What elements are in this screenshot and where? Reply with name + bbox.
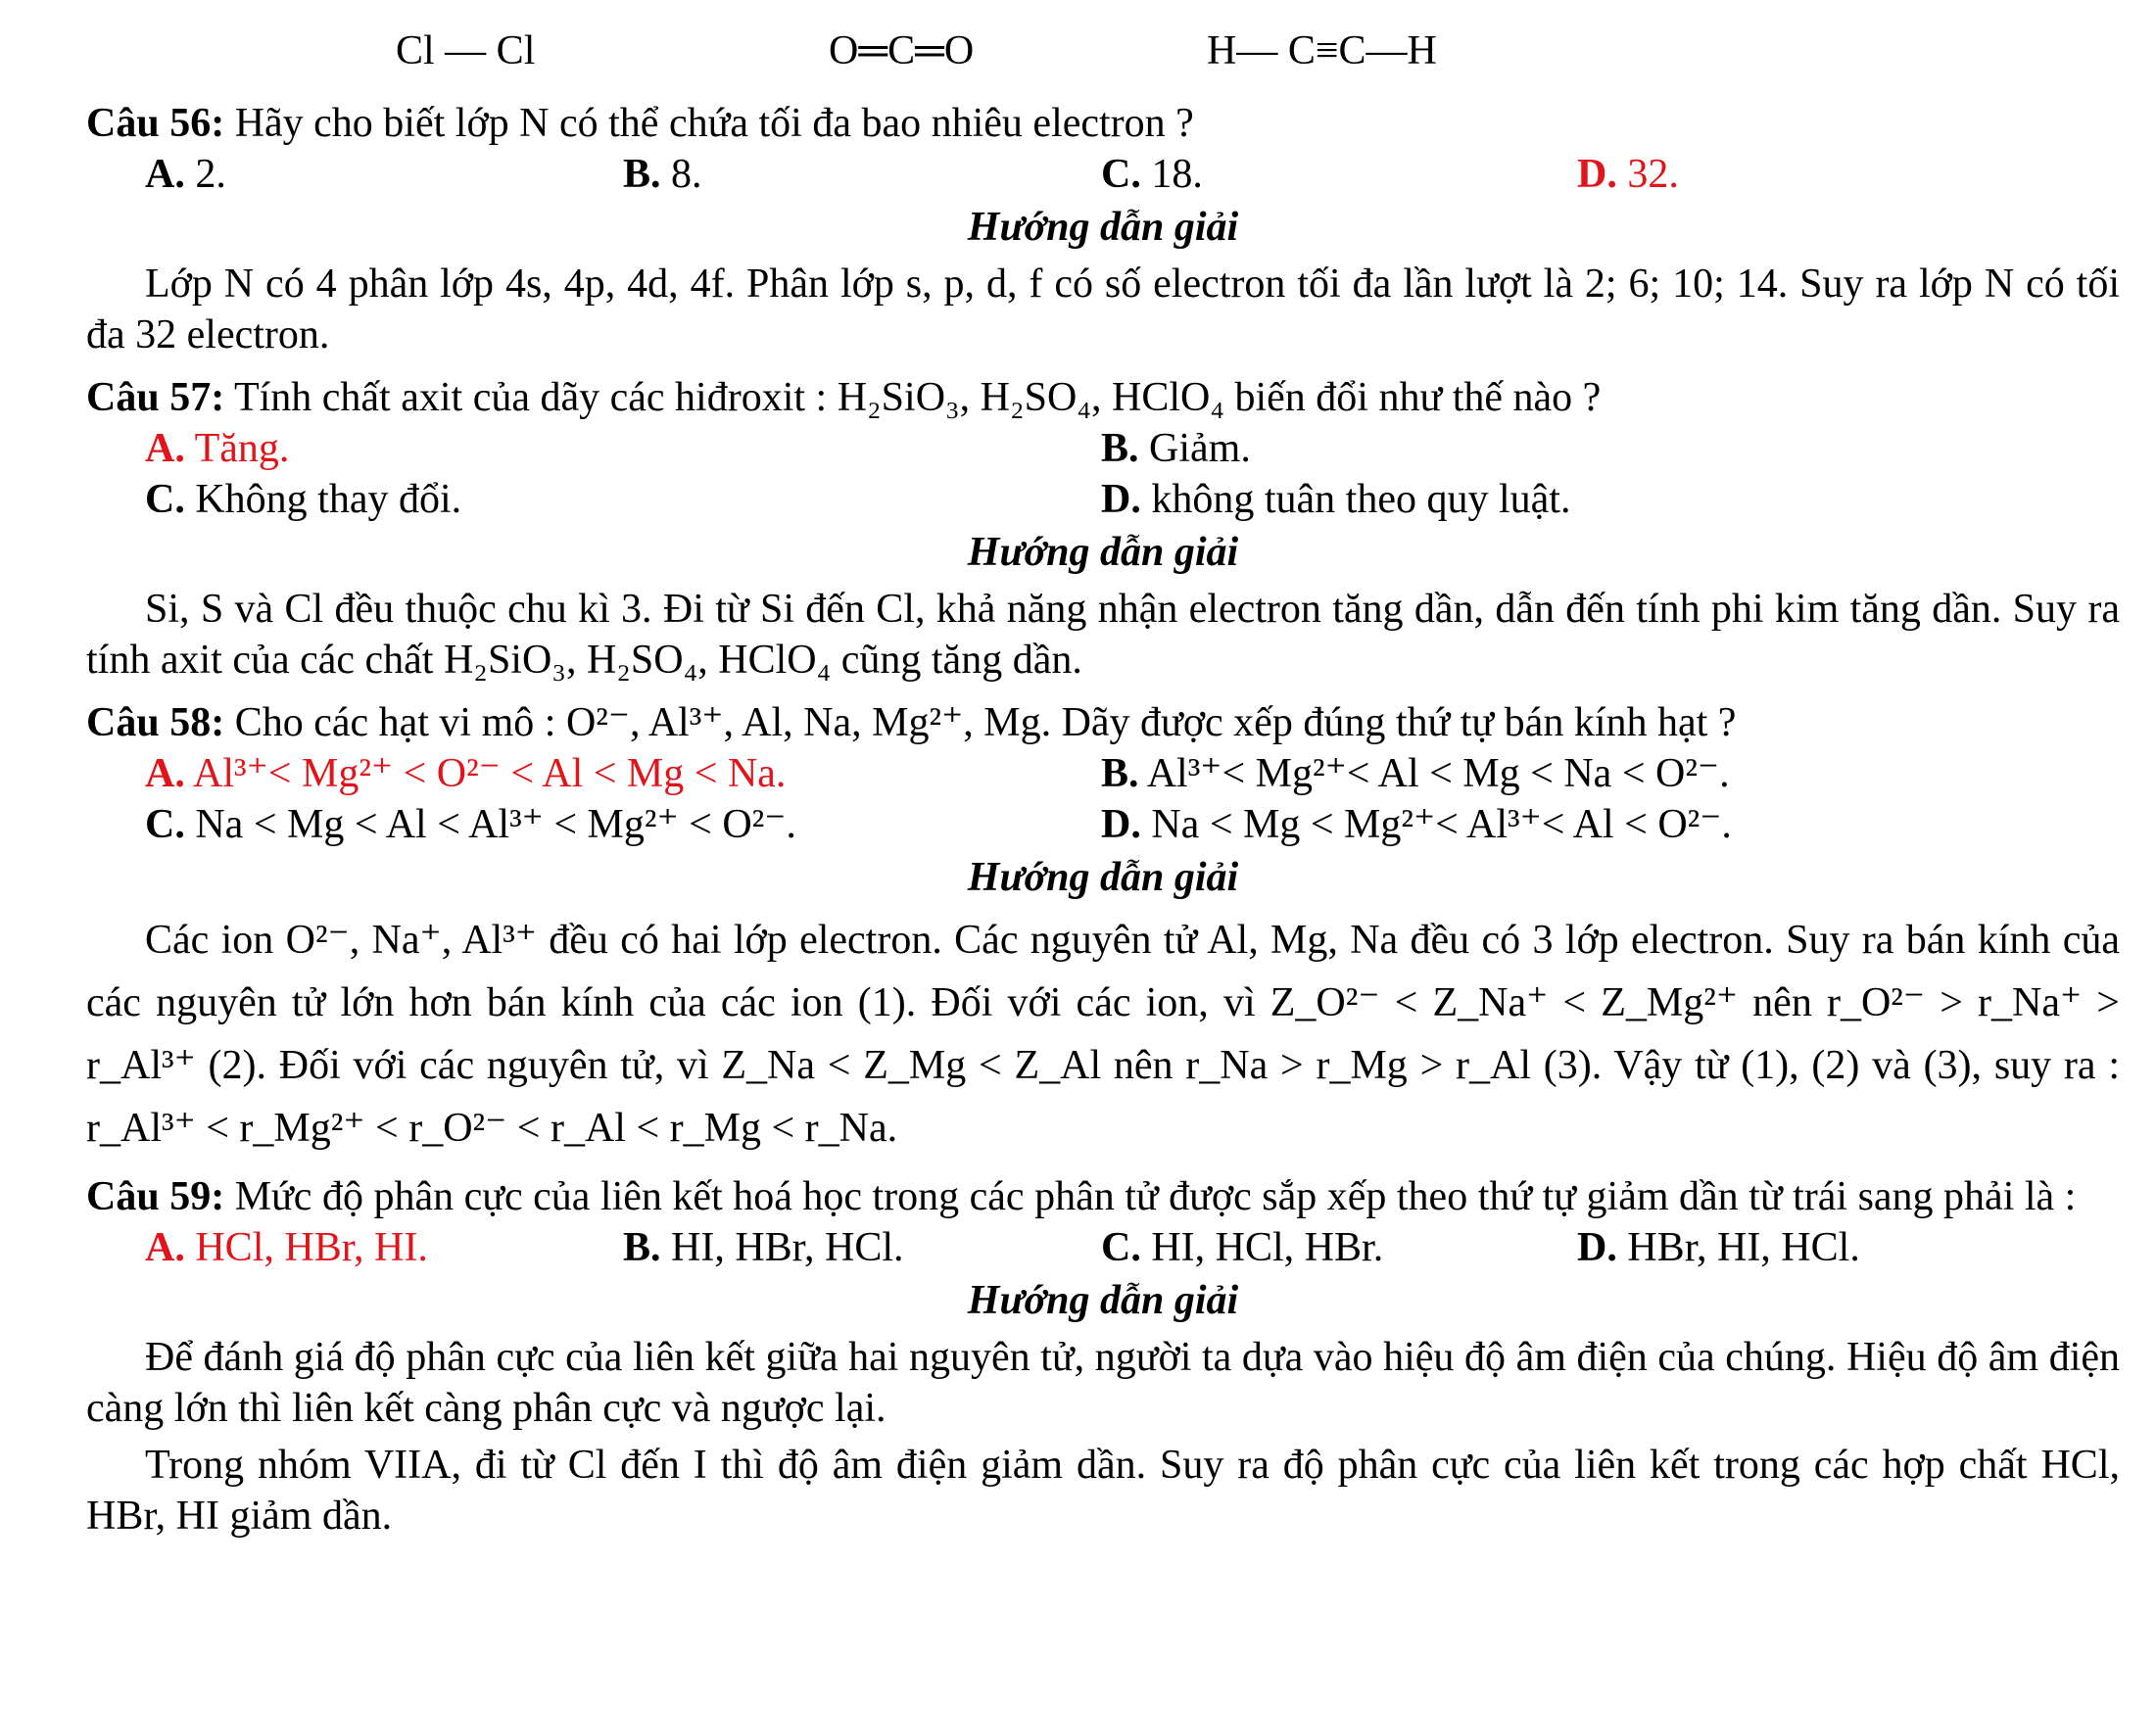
option-b[interactable]: B. Giảm.	[1101, 426, 1251, 471]
question-56	[86, 98, 2120, 360]
solution-text: Si, S và Cl đều thuộc chu kì 3. Đi từ Si đến Cl, khả năng nhận electron tăng dần, dẫn đến tính phi kim tăng dần. Suy ra tính axit của các chất H₂SiO₃, H₂SO₄, HClO₄ cũng tăng dần.	[86, 587, 2120, 683]
solution-text: Để đánh giá độ phân cực của liên kết giữa hai nguyên tử, người ta dựa vào hiệu độ âm điện của chúng. Hiệu độ âm điện càng lớn thì liên kết càng phân cực và ngược lại.	[86, 1335, 2120, 1431]
option-c[interactable]: C. HI, HCl, HBr.	[1101, 1225, 1384, 1270]
guide-title: Hướng dẫn giải	[967, 205, 1239, 250]
question-label: Câu 57:	[86, 375, 225, 420]
options	[86, 748, 2120, 799]
option-a[interactable]: A. 2.	[145, 152, 226, 197]
option-a[interactable]: A. HCl, HBr, HI.	[145, 1225, 428, 1270]
options	[86, 799, 2120, 850]
guide-title: Hướng dẫn giải	[967, 530, 1239, 575]
option-d[interactable]: D. Na < Mg < Mg²⁺< Al³⁺< Al < O²⁻.	[1101, 802, 1732, 847]
options	[86, 474, 2120, 525]
options	[86, 1222, 2120, 1273]
option-b[interactable]: B. Al³⁺< Mg²⁺< Al < Mg < Na < O²⁻.	[1101, 751, 1730, 796]
question-label: Câu 56:	[86, 101, 225, 146]
question-text: Mức độ phân cực của liên kết hoá học trong các phân tử được sắp xếp theo thứ tự giảm dần từ trái sang phải là :	[234, 1174, 2077, 1219]
question-text: Tính chất axit của dãy các hiđroxit : H₂SiO₃, H₂SO₄, HClO₄ biến đổi như thế nào ?	[233, 375, 1602, 420]
option-a[interactable]: A. Al³⁺< Mg²⁺ < O²⁻ < Al < Mg < Na.	[145, 751, 787, 796]
question-list	[86, 98, 2120, 1542]
solution-text: Các ion O²⁻, Na⁺, Al³⁺ đều có hai lớp electron. Các nguyên tử Al, Mg, Na đều có 3 lớp electron. Suy ra bán kính của các nguyên tử lớn hơn bán kính của các ion (1). Đối với các ion, vì Z_O²⁻ < Z_Na⁺ < Z_Mg²⁺ nên r_O²⁻ > r_Na⁺ > r_Al³⁺ (2). Đối với các nguyên tử, vì Z_Na < Z_Mg < Z_Al nên r_Na > r_Mg > r_Al (3). Vậy từ (1), (2) và (3), suy ra : r_Al³⁺ < r_Mg²⁺ < r_O²⁻ < r_Al < r_Mg < r_Na.	[86, 918, 2120, 1151]
formula-c2h2: H— C≡C—H	[1207, 28, 1437, 73]
question-label: Câu 58:	[86, 700, 225, 745]
solution-text: Lớp N có 4 phân lớp 4s, 4p, 4d, 4f. Phân lớp s, p, d, f có số electron tối đa lần lượt là 2; 6; 10; 14. Suy ra lớp N có tối đa 32 electron.	[86, 261, 2120, 357]
solution-text: Trong nhóm VIIA, đi từ Cl đến I thì độ âm điện giảm dần. Suy ra độ phân cực của liên kết trong các hợp chất HCl, HBr, HI giảm dần.	[86, 1443, 2120, 1539]
question-58	[86, 697, 2120, 1160]
formula-cl2: Cl — Cl	[396, 28, 536, 73]
option-d[interactable]: D. không tuân theo quy luật.	[1101, 477, 1571, 522]
options	[86, 423, 2120, 474]
question-text: Cho các hạt vi mô : O²⁻, Al³⁺, Al, Na, Mg²⁺, Mg. Dãy được xếp đúng thứ tự bán kính hạt ?	[234, 700, 1737, 745]
option-b[interactable]: B. HI, HBr, HCl.	[623, 1225, 904, 1270]
option-d[interactable]: D. HBr, HI, HCl.	[1577, 1225, 1860, 1270]
option-d[interactable]: D. 32.	[1577, 152, 1679, 197]
question-57	[86, 372, 2120, 686]
guide-title: Hướng dẫn giải	[967, 855, 1239, 900]
question-label: Câu 59:	[86, 1174, 225, 1219]
question-text: Hãy cho biết lớp N có thể chứa tối đa bao nhiêu electron ?	[234, 101, 1194, 146]
option-c[interactable]: C. Không thay đổi.	[145, 477, 462, 522]
option-a[interactable]: A. Tăng.	[145, 426, 290, 471]
structural-formulas	[0, 22, 2156, 80]
question-59	[86, 1171, 2120, 1542]
guide-title: Hướng dẫn giải	[967, 1278, 1239, 1323]
options	[86, 149, 2120, 200]
option-c[interactable]: C. 18.	[1101, 152, 1203, 197]
option-b[interactable]: B. 8.	[623, 152, 702, 197]
formula-co2: O═C═O	[829, 28, 975, 73]
option-c[interactable]: C. Na < Mg < Al < Al³⁺ < Mg²⁺ < O²⁻.	[145, 802, 796, 847]
